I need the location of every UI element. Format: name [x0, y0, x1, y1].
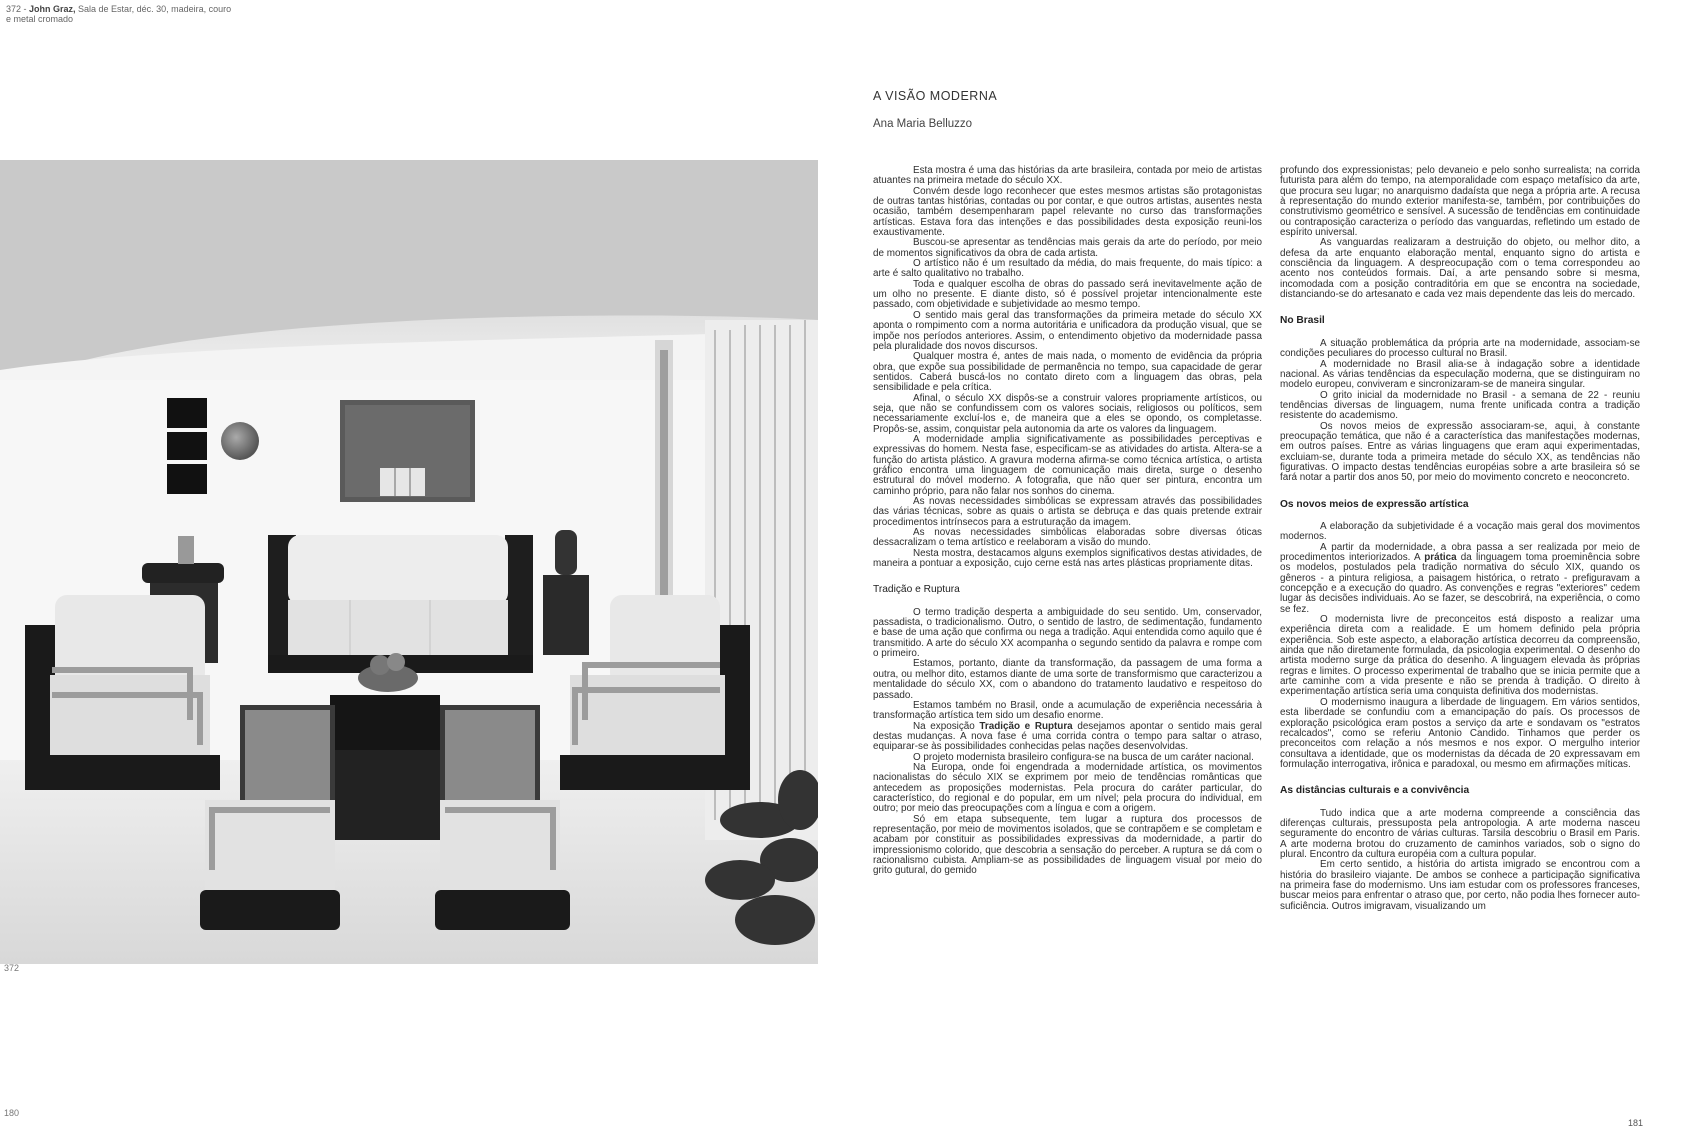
exhibition-name: Tradição e Ruptura — [979, 720, 1073, 732]
caption-line2: e metal cromado — [6, 14, 74, 24]
article-author: Ana Maria Belluzzo — [873, 118, 973, 130]
text-column-1 — [873, 166, 1262, 877]
text-run: desejamos apontar o sentido mais geral destas mudanças. A nova fase é uma corrida contra o tempo para saltar o atraso, equiparar-se às possibilidades conhecidas pelas nações desenvolvidas. — [873, 720, 1262, 753]
paragraph: Nesta mostra, destacamos alguns exemplos significativos destas atividades, de maneira a pontuar a exposição, cujo cerne está nas artes plásticas propriamente ditas. — [873, 547, 1262, 570]
article-title: A VISÃO MODERNA — [873, 89, 998, 103]
paragraph: Afinal, o século XX dispôs-se a construir valores propriamente artísticos, ou seja, que não se confundissem com os valores sociais, religiosos ou políticos, sem necessariamente excluí-los e, de maneira que a eles se opondo, os completasse. Propôs-se, assim, conquistar pela autonomia da arte os valores da linguagem. — [873, 392, 1262, 435]
paragraph: O projeto modernista brasileiro configura-se na busca de um caráter nacional. — [913, 751, 1254, 763]
paragraph: Toda e qualquer escolha de obras do passado será inevitavelmente ação de um olho no presente. E diante disto, só é possível projetar intencionalmente este passado, com objetividade e subjetividade ao mesmo tempo. — [873, 278, 1262, 311]
paragraph: O modernismo inaugura a liberdade de linguagem. Em vários sentidos, esta liberdade se confundiu com a emancipação do país. Os processos de exploração psicológica eram postos a serviço da arte e sondavam os "estratos recalcados", como se referiu Antonio Candido. Tinhamos que perder os preconceitos com relação a nós mesmos e nos expor. O mergulho interior consultava a identidade, que os modernistas da década de 20 expressavam em formulação interrogativa, irônica e paradoxal, ou mesmo em afirmações míticas. — [1280, 696, 1640, 770]
paragraph: As vanguardas realizaram a destruição do objeto, ou melhor dito, a defesa da arte enquanto elaboração mental, enquanto signo do artista e consciência da linguagem. A despreocupação com o tema correspondeu ao acento nos conteúdos formais. Daí, a arte pensando sobre si mesma, incomodada com a posição contraditória em que se encontra na sociedade, distanciando-se do artesanato e cada vez mais dependente das leis do mercado. — [1280, 237, 1640, 301]
paragraph: O sentido mais geral das transformações da primeira metade do século XX aponta o rompimento com a norma autoritária e unificadora da produção visual, que se impõe nos períodos anteriores. Assim, o entendimento objetivo da modernidade passa pela pluralidade dos novos discursos. — [873, 309, 1262, 352]
paragraph: A modernidade no Brasil alia-se à indagação sobre a identidade nacional. As várias tendências da especulação moderna, que se distinguiram no modelo europeu, conviveram e sincronizaram-se de maneira singular. — [1280, 358, 1640, 391]
paragraph: A modernidade amplia significativamente as possibilidades perceptivas e expressivas do homem. Nesta fase, especificam-se as atividades do artista. Altera-se a função do artista plástico. A gravura moderna afirma-se como técnica artística, o artista gráfico encontra uma linguagem de comunicação mais direta, surge o desenho estrutural do móvel moderno. A fotografia, que não quer ser pintura, encontra um caminho próprio, para não falar nos sonhos do cinema. — [873, 433, 1262, 497]
paragraph: O artístico não é um resultado da média, do mais frequente, do mais típico: a arte é salto qualitativo no trabalho. — [873, 258, 1262, 280]
section-heading: Tradição e Ruptura — [873, 584, 960, 596]
paragraph: As novas necessidades simbólicas elaboradas sobre diversas óticas dessacralizam o tema artístico e reelaboram a visão do mundo. — [873, 527, 1262, 549]
section-heading: As distâncias culturais e a convivência — [1280, 785, 1470, 797]
text-run: da linguagem toma proeminência sobre os modelos, postulados pela tradição normativa do século XIX, quando os gêneros - a pintura religiosa, a paisagem histórica, o retrato - prefiguravam a concepção e a execução do quadro. As convenções e regras "exteriores" cedem lugar às decisões individuais. Ao se fazer, se descobrirá, na experiência, o como se fez. — [1280, 552, 1640, 615]
paragraph: Os novos meios de expressão associaram-se, aqui, à constante preocupação temática, que não é a característica das manifestações modernas, em outros países. Entre as várias linguagens que eram aqui experimentadas, excluiam-se, durante toda a primeira metade do século XX, as tendências não figurativas. O impacto destas tendências européias sobre a arte brasileira só se fará notar a partir dos anos 50, por meio do movimento concreto e neoconcreto. — [1280, 420, 1640, 484]
paragraph: Buscou-se apresentar as tendências mais gerais da arte do período, por meio de momentos significativos da obra de cada artista. — [873, 237, 1262, 259]
paragraph: A elaboração da subjetividade é a vocação mais geral dos movimentos modernos. — [1280, 520, 1640, 543]
section-heading: No Brasil — [1280, 315, 1325, 327]
text-run: A partir da modernidade, a obra passa a ser realizada por meio de procedimentos interiorizados. A — [1280, 541, 1640, 563]
paragraph: Só em etapa subsequente, tem lugar a ruptura dos processos de representação, por meio de movimentos isolados, que se contrapõem e se completam e acabam por constituir as possibilidades expressivas da modernidade, a partir do impressionismo colorido, que descobria a sensação do perceber. A ruptura se dá com o racionalismo cubista. Ampliam-se as possibilidades de linguagem visual por meio do grito gutural, do gemido — [873, 813, 1262, 877]
paragraph: A situação problemática da própria arte na modernidade, associam-se condições peculiares do processo cultural no Brasil. — [1280, 337, 1640, 360]
paragraph: Na Europa, onde foi engendrada a modernidade artística, os movimentos nacionalistas do século XIX se exprimem por meio de tendências românticas que antecedem as proposições modernistas. Pela procura do caráter particular, do característico, do regional e do popular, em um nível; pela procura do individual, em outro; por meio das preocupações com a língua e com a origem. — [873, 761, 1262, 815]
figure-number: 372 — [4, 963, 20, 973]
page-number-right: 181 — [1628, 1118, 1644, 1128]
paragraph: Convém desde logo reconhecer que estes mesmos artistas são protagonistas de outras tantas histórias, contadas ou por contar, e que outros artistas, ausentes nesta ocasião, também desempenharam papel relevante no curso das transformações artísticas. Estava fora das intenções e das possibilidades desta exposição reuni-los exaustivamente. — [873, 185, 1262, 239]
paragraph: Em certo sentido, a história do artista imigrado se encontrou com a história do brasileiro viajante. De ambos se conhece a participação significativa na primeira fase do modernismo. Uns iam estudar com os professores franceses, buscar meios para enfrentar o atraso que, por certo, não podia lhes fornecer auto-suficiência. Outros imigravam, visualizando um — [1280, 859, 1640, 912]
section-heading: Os novos meios de expressão artística — [1280, 498, 1469, 510]
paragraph: O grito inicial da modernidade no Brasil - a semana de 22 - reuniu tendências diversas de linguagem, numa frente unificada contra a tradição resistente do academismo. — [1280, 389, 1640, 422]
text-run: Na exposição — [913, 720, 980, 732]
paragraph: Estamos também no Brasil, onde a acumulação de experiência necessária à transformação artística tem sido um desafio enorme. — [873, 699, 1262, 722]
paragraph — [1280, 543, 1640, 615]
paragraph: Qualquer mostra é, antes de mais nada, o momento de evidência da própria obra, que expõe sua possibilidade de permanência no tempo, sua capacidade de gerar sentidos. Caberá buscá-los no contato direto com a linguagem das obras, pela sensibilidade e pela crítica. — [873, 351, 1262, 394]
caption-prefix: 372 - — [6, 4, 30, 14]
paragraph: Esta mostra é uma das histórias da arte brasileira, contada por meio de artistas atuantes na primeira metade do século XX. — [873, 165, 1262, 187]
living-room-photo — [0, 160, 818, 964]
page-number-left: 180 — [4, 1108, 20, 1118]
emphasis: prática — [1424, 552, 1457, 563]
paragraph: Tudo indica que a arte moderna compreende a consciência das diferenças culturais, pressuposta pela antropologia. A arte moderna nasceu seguramente do encontro de várias culturas. Tarsila descobriu o Brasil em Paris. A arte moderna brotou do cruzamento de caminhos variados, sob o signo do plural. Encontro da cultura européia com a cultura popular. — [1280, 807, 1640, 860]
paragraph: O modernista livre de preconceitos está disposto a realizar uma experiência direta com a realidade. É um homem definido pela própria experiência. Sob este aspecto, a elaboração artística decorreu da compreensão, ainda que não diretamente formulada, da psicologia experimental. O desenho do artista moderno surge da prática do desenho. A linguagem elevada às próprias regras e limites. O processo experimental de trabalho que se inicia permite que a arte caminhe com a vida presente e não se prenda à tradição. O direito à experimentação artística seria uma conquista definitiva dos modernistas. — [1280, 614, 1640, 698]
paragraph: O termo tradição desperta a ambiguidade do seu sentido. Um, conservador, passadista, o tradicionalismo. Outro, o sentido de lastro, de sedimentação, fundamento e base de uma ação que confirma ou nega a tradição. Aqui entendida como aquilo que é transmitido. A arte do século XX acompanha o segundo sentido da palavra e rompe com o primeiro. — [873, 606, 1262, 660]
caption-line1: Sala de Estar, déc. 30, madeira, couro — [78, 4, 232, 14]
paragraph: Estamos, portanto, diante da transformação, da passagem de uma forma a outra, ou melhor dito, estamos diante de uma sorte de transformismo que caracterizou a mentalidade do século XX, com o abandono do tratamento laudativo e respeitoso do passado. — [873, 658, 1262, 701]
paragraph: As novas necessidades simbólicas se expressam através das possibilidades das várias técnicas, sobre as quais o artista se debruça e das quais pretende extrair procedimentos intrínsecos para a estruturação da imagem. — [873, 496, 1262, 528]
caption-artist: John Graz, — [29, 4, 79, 14]
paragraph: profundo dos expressionistas; pelo devaneio e pelo sonho surrealista; na corrida futurista para além do tempo, na atemporalidade com espaço metafísico da arte, que procura seu lugar; no anarquismo dadaísta que nega a própria arte. A recusa à representação do mundo exterior manifesta-se, também, por contribuições do construtivismo geométrico e sensível. A sucessão de tendências em continuidade ou contraposição caracteriza o período das vanguardas, refletindo um estado de espírito universal. — [1280, 165, 1640, 239]
text-column-2 — [1280, 166, 1640, 912]
photo-caption — [6, 4, 306, 24]
paragraph — [873, 722, 1262, 753]
